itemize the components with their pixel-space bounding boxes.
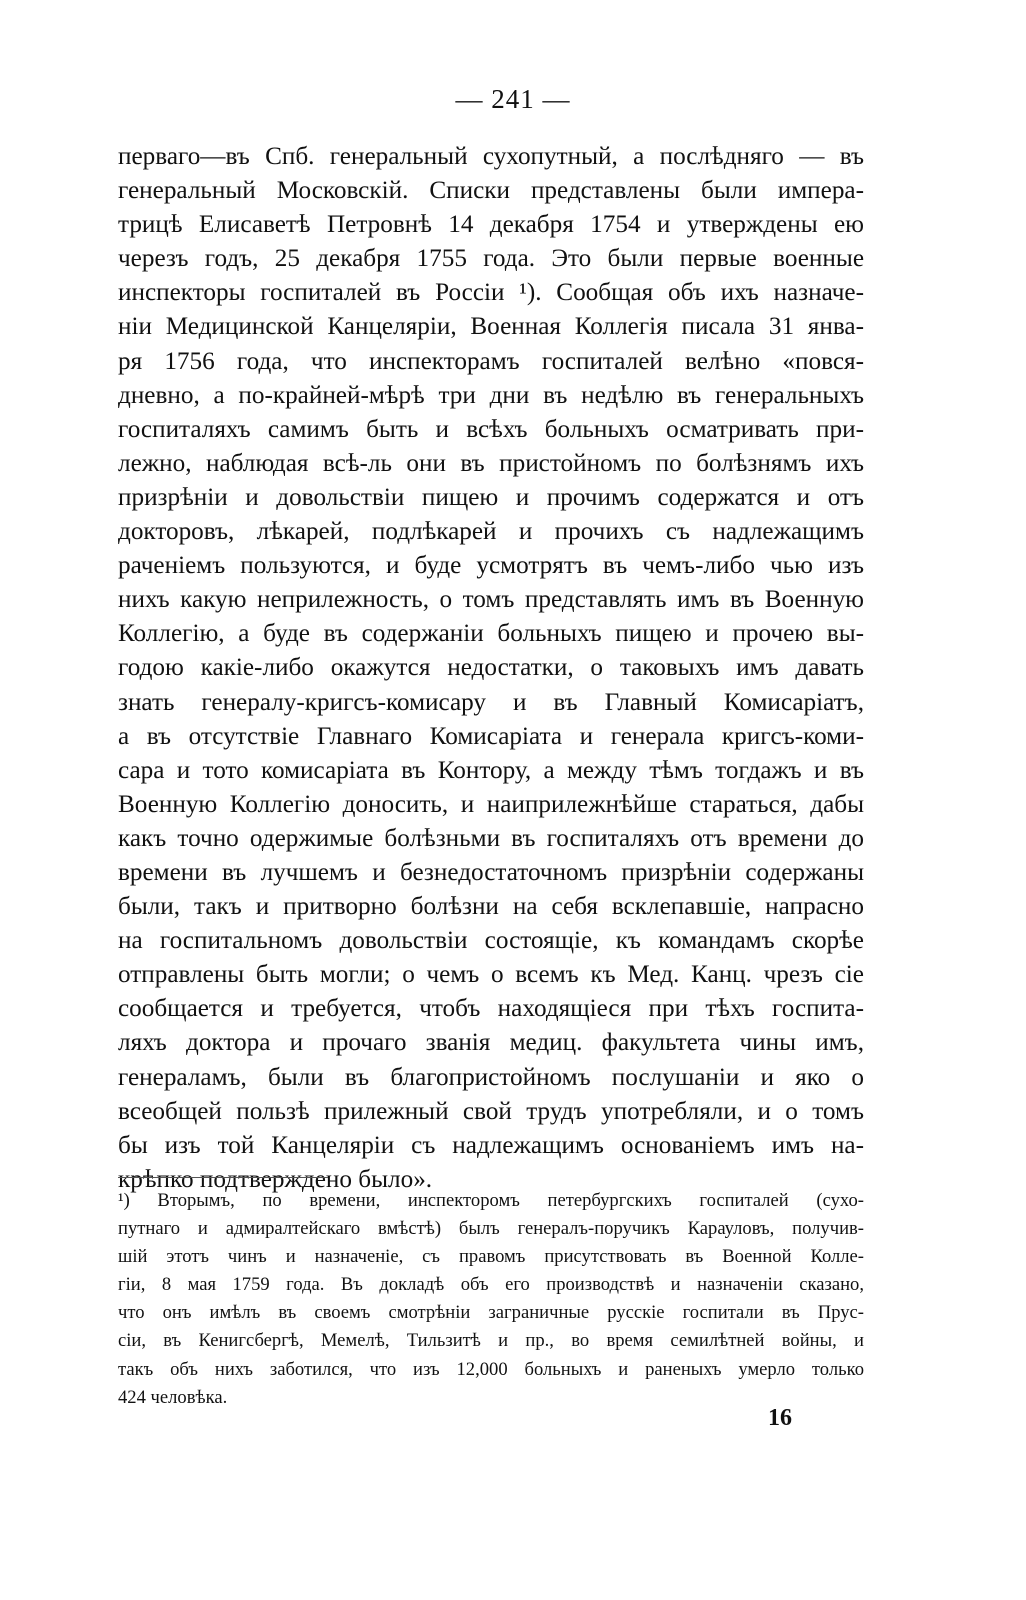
body-text [118,140,864,1197]
text-line: Военную Коллегію доносить, и наиприлежнѣйше стараться, дабы [118,790,864,818]
text-line: на госпитальномъ довольствіи состоящіе, къ командамъ скорѣе [118,927,864,955]
text-line: Коллегію, а буде въ содержаніи больныхъ пищею и прочею вы- [118,620,864,648]
text-line: крѣпко подтверждено было». [118,1165,433,1193]
text-line: раченіемъ пользуются, и буде усмотрятъ въ чемъ-либо чью изъ [118,552,864,580]
footnote-line: гіи, 8 мая 1759 года. Въ докладѣ объ его производствѣ и назначеніи сказано, [118,1274,864,1296]
footnote-divider [118,1177,328,1178]
footnote-line: 424 человѣка. [118,1386,228,1408]
footnote-line: такъ объ нихъ заботился, что изъ 12,000 больныхъ и раненыхъ умерло только [118,1358,864,1380]
text-line: были, такъ и притворно болѣзни на себя всклепавшіе, напрасно [118,893,864,921]
text-line: госпиталяхъ самимъ быть и всѣхъ больныхъ осматривать при- [118,415,864,443]
text-line: знать генералу-кригсъ-комисару и въ Главный Комисаріатъ, [118,688,864,716]
text-line: перваго—въ Спб. генеральный сухопутный, а послѣдняго — въ [118,143,864,170]
footnote-line: что онъ имѣлъ въ своемъ смотрѣніи заграничные русскіе госпитали въ Прус- [118,1302,864,1324]
footnote-line: ¹) Вторымъ, по времени, инспекторомъ петербургскихъ госпиталей (сухо- [118,1190,864,1211]
text-line: докторовъ, лѣкарей, подлѣкарей и прочихъ съ надлежащимъ [118,518,864,546]
footnote-line: путнаго и адмиралтейскаго вмѣстѣ) былъ генералъ-поручикъ Карауловъ, получив- [118,1218,864,1240]
signature-mark: 16 [768,1405,792,1431]
text-line: ря 1756 года, что инспекторамъ госпиталей велѣно «повся- [118,347,864,375]
text-line: инспекторы госпиталей въ Россіи ¹). Сообщая объ ихъ назначе- [118,279,864,307]
text-line: нихъ какую неприлежность, о томъ представлять имъ въ Военную [118,586,864,614]
text-line: сара и тото комисаріата въ Контору, а между тѣмъ тогдажъ и въ [118,756,864,784]
footnote [118,1187,864,1412]
text-line: трицѣ Елисаветѣ Петровнѣ 14 декабря 1754 и утверждены ею [118,211,864,239]
footnote-line: шій этотъ чинъ и назначеніе, съ правомъ присутствовать въ Военной Колле- [118,1246,864,1268]
text-line: годою какіе-либо окажутся недостатки, о таковыхъ имъ давать [118,654,864,682]
text-line: ляхъ доктора и прочаго званія медиц. факультета чины имъ, [118,1029,864,1057]
text-line: всеобщей пользѣ прилежный свой трудъ употребляли, и о томъ [118,1097,864,1125]
text-line: черезъ годъ, 25 декабря 1755 года. Это были первые военные [118,245,864,273]
text-line: генераламъ, были въ благопристойномъ послушаніи и яко о [118,1063,864,1091]
text-line: призрѣніи и довольствіи пищею и прочимъ содержатся и отъ [118,483,864,511]
text-line: сообщается и требуется, чтобъ находящіеся при тѣхъ госпита- [118,995,864,1023]
text-line: ніи Медицинской Канцеляріи, Военная Коллегія писала 31 янва- [118,313,864,341]
text-line: а въ отсутствіе Главнаго Комисаріата и генерала кригсъ-коми- [118,722,864,750]
text-line: дневно, а по-крайней-мѣрѣ три дни въ недѣлю въ генеральныхъ [118,381,864,409]
text-line: времени въ лучшемъ и безнедостаточномъ призрѣніи содержаны [118,858,864,886]
text-line: лежно, наблюдая всѣ-ль они въ пристойномъ по болѣзнямъ ихъ [118,449,864,477]
text-line: бы изъ той Канцеляріи съ надлежащимъ основаніемъ имъ на- [118,1131,864,1159]
footnote-line: сіи, въ Кенигсбергѣ, Мемелѣ, Тильзитѣ и пр., во время семилѣтней войны, и [118,1330,864,1352]
text-line: отправлены быть могли; о чемъ о всемъ къ Мед. Канц. чрезъ сіе [118,961,864,989]
page-number: — 241 — [455,84,571,114]
text-line: генеральный Московскій. Списки представлены были импера- [118,177,864,205]
text-line: какъ точно одержимые болѣзньми въ госпиталяхъ отъ времени до [118,824,864,852]
